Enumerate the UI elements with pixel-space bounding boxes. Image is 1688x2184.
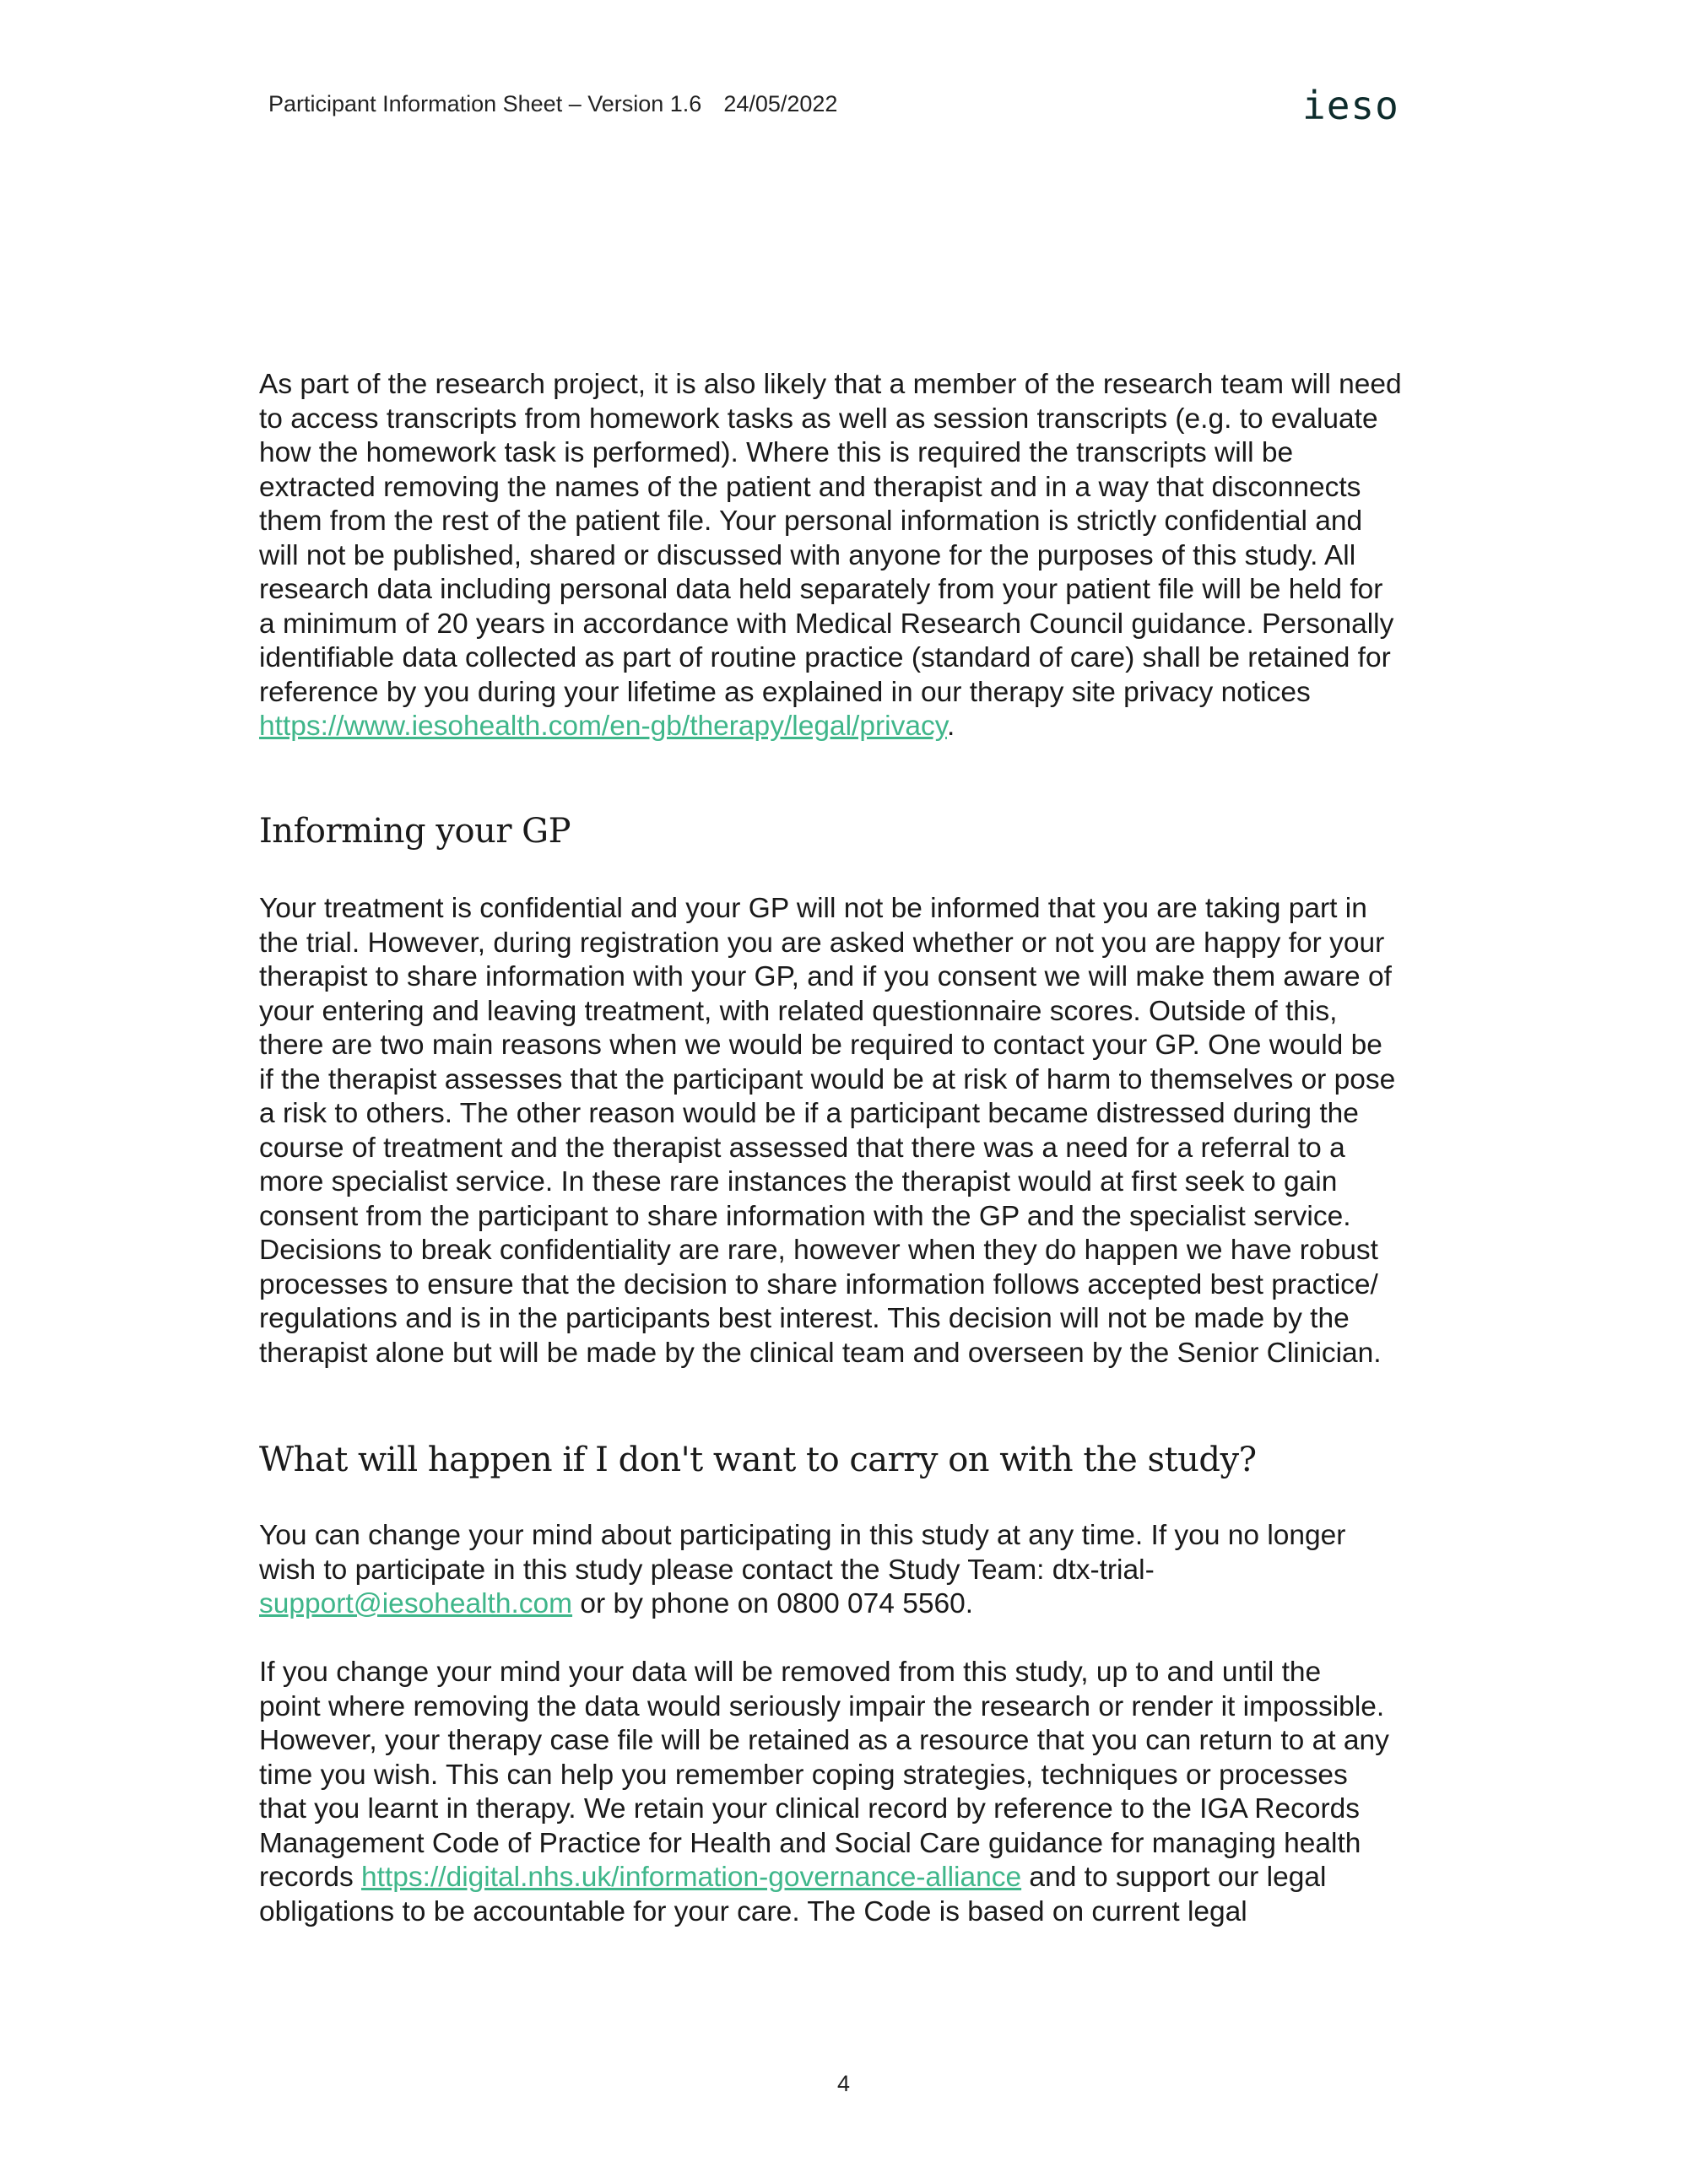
document-header bbox=[268, 91, 837, 117]
text-line: obligations to be accountable for your care. The Code is based on current legal bbox=[259, 1895, 1247, 1927]
text-line: course of treatment and the therapist assessed that there was a need for a referral to a bbox=[259, 1132, 1345, 1164]
text-line: Your treatment is confidential and your GP will not be informed that you are taking part in bbox=[259, 893, 1367, 924]
support-email-link[interactable]: support@iesohealth.com bbox=[259, 1588, 573, 1619]
text-line bbox=[259, 710, 1441, 744]
informing-gp-section bbox=[259, 812, 1441, 851]
text-line: wish to participate in this study please contact the Study Team: dtx-trial- bbox=[259, 1554, 1155, 1586]
text-line: if the therapist assesses that the participant would be at risk of harm to themselves or pose bbox=[259, 1063, 1396, 1095]
text-line: time you wish. This can help you remember coping strategies, techniques or processes bbox=[259, 1759, 1348, 1791]
text-line bbox=[259, 1587, 1441, 1622]
gp-text bbox=[259, 892, 1441, 1370]
records-suffix: and to support our legal bbox=[1021, 1862, 1327, 1893]
text-line: As part of the research project, it is also likely that a member of the research team will need bbox=[259, 369, 1402, 400]
text-line: therapist to share information with your GP, and if you consent we will make them aware of bbox=[259, 961, 1392, 992]
text-line: the trial. However, during registration you are asked whether or not you are happy for your bbox=[259, 927, 1385, 959]
withdraw-paragraph-1 bbox=[259, 1519, 1441, 1622]
ieso-logo: ieso bbox=[1302, 83, 1399, 128]
text-line: You can change your mind about participating in this study at any time. If you no longer bbox=[259, 1520, 1346, 1551]
text-line: them from the rest of the patient file. Your personal information is strictly confidential and bbox=[259, 505, 1363, 537]
records-prefix: records bbox=[259, 1862, 362, 1893]
withdraw-text-2 bbox=[259, 1656, 1441, 1929]
text-line: there are two main reasons when we would be required to contact your GP. One would be bbox=[259, 1030, 1382, 1061]
withdraw-section bbox=[259, 1441, 1441, 1479]
privacy-notice-link[interactable]: https://www.iesohealth.com/en-gb/therapy/legal/privacy bbox=[259, 711, 947, 742]
informing-gp-paragraph bbox=[259, 892, 1441, 1370]
text-line: will not be published, shared or discussed with anyone for the purposes of this study. All bbox=[259, 539, 1356, 571]
document-title: Participant Information Sheet – Version 1.6 bbox=[268, 91, 702, 116]
intro-text bbox=[259, 368, 1441, 744]
withdraw-text-1 bbox=[259, 1519, 1441, 1622]
phone-text: or by phone on 0800 074 5560. bbox=[572, 1588, 974, 1619]
text-line: research data including personal data held separately from your patient file will be held for bbox=[259, 574, 1383, 605]
text-line: how the homework task is performed). Where this is required the transcripts will be bbox=[259, 437, 1294, 468]
intro-paragraph bbox=[259, 368, 1441, 744]
text-line: point where removing the data would seriously impair the research or render it impossible. bbox=[259, 1690, 1385, 1722]
text-line: a risk to others. The other reason would be if a participant became distressed during the bbox=[259, 1098, 1359, 1129]
text-line: Management Code of Practice for Health and Social Care guidance for managing health bbox=[259, 1827, 1361, 1859]
text-line: extracted removing the names of the patient and therapist and in a way that disconnects bbox=[259, 471, 1361, 503]
text-line: a minimum of 20 years in accordance with Medical Research Council guidance. Personally bbox=[259, 608, 1394, 640]
nhs-governance-link[interactable]: https://digital.nhs.uk/information-governance-alliance bbox=[361, 1862, 1022, 1893]
text-line: therapist alone but will be made by the clinical team and overseen by the Senior Clinician. bbox=[259, 1337, 1382, 1369]
text-line: regulations and is in the participants best interest. This decision will not be made by the bbox=[259, 1303, 1350, 1334]
withdraw-heading: What will happen if I don't want to carry on with the study? bbox=[259, 1441, 1257, 1479]
text-line: processes to ensure that the decision to share information follows accepted best practice/ bbox=[259, 1268, 1378, 1300]
text-line: identifiable data collected as part of routine practice (standard of care) shall be retained for bbox=[259, 642, 1391, 673]
withdraw-paragraph-2 bbox=[259, 1656, 1441, 1929]
text-line: Decisions to break confidentiality are rare, however when they do happen we have robust bbox=[259, 1235, 1378, 1266]
text-line: your entering and leaving treatment, with related questionnaire scores. Outside of this, bbox=[259, 995, 1338, 1027]
text-line: If you change your mind your data will be removed from this study, up to and until the bbox=[259, 1657, 1322, 1688]
text-line: However, your therapy case file will be retained as a resource that you can return to at any bbox=[259, 1725, 1389, 1756]
text-line: that you learnt in therapy. We retain your clinical record by reference to the IGA Records bbox=[259, 1793, 1361, 1825]
text-line bbox=[259, 1861, 1441, 1895]
text-line: to access transcripts from homework tasks as well as session transcripts (e.g. to evaluate bbox=[259, 403, 1378, 435]
text-line: consent from the participant to share information with the GP and the specialist service. bbox=[259, 1200, 1351, 1232]
text-line: reference by you during your lifetime as explained in our therapy site privacy notices bbox=[259, 676, 1311, 708]
page-number: 4 bbox=[837, 2071, 851, 2096]
informing-gp-heading: Informing your GP bbox=[259, 812, 571, 851]
text-line: more specialist service. In these rare instances the therapist would at first seek to gain bbox=[259, 1166, 1338, 1197]
document-date: 24/05/2022 bbox=[723, 91, 838, 116]
link-suffix: . bbox=[946, 711, 955, 742]
